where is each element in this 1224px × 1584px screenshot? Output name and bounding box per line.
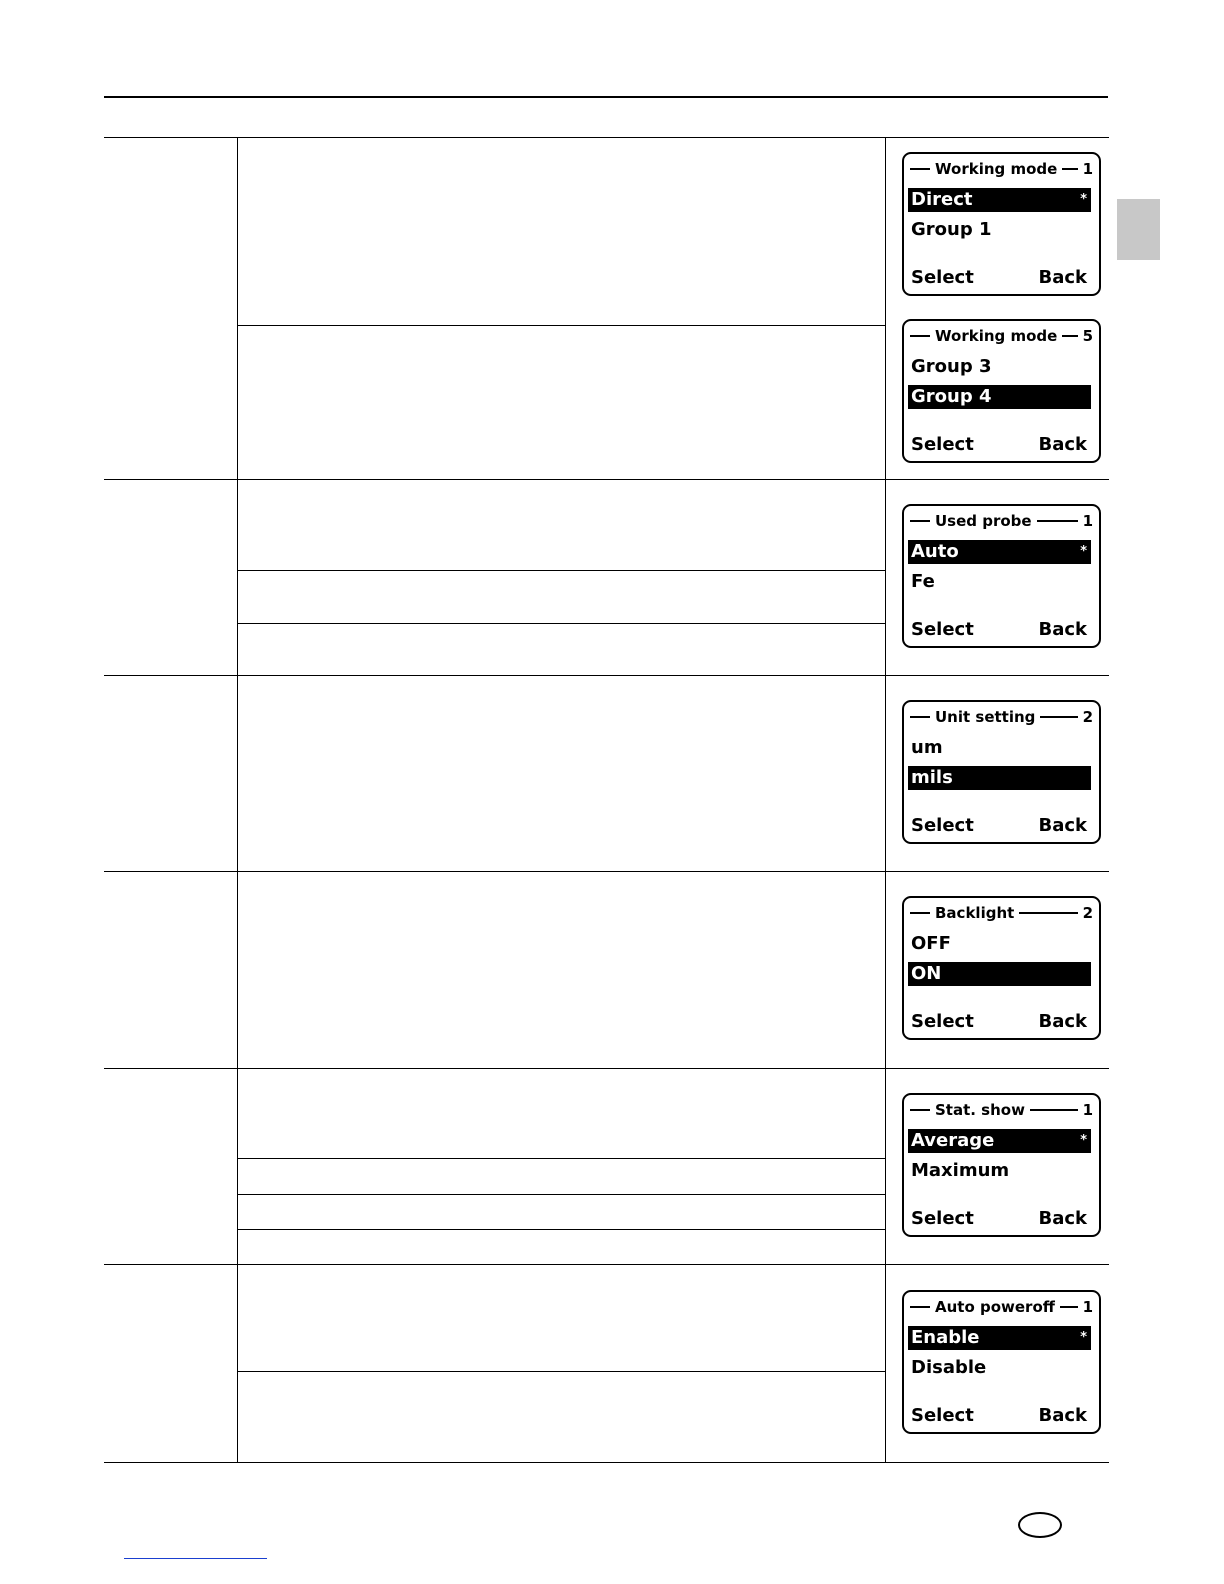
select-softkey[interactable]: Select	[911, 814, 974, 836]
current-setting-star-icon: *	[1080, 192, 1087, 207]
lcd-title: Used probe	[935, 512, 1032, 530]
row-divider	[238, 570, 885, 571]
menu-option[interactable]	[908, 1129, 1091, 1153]
softkey-bar	[911, 432, 1087, 456]
menu-option-label: Average	[911, 1130, 995, 1151]
softkey-bar	[911, 1403, 1087, 1427]
current-setting-star-icon: *	[1080, 1133, 1087, 1148]
lcd-page-index: 1	[1082, 160, 1093, 178]
back-softkey[interactable]: Back	[1038, 1404, 1087, 1426]
row-divider	[238, 1194, 885, 1195]
lcd-title-bar	[910, 707, 1093, 727]
lcd-page-index: 5	[1082, 327, 1093, 345]
row-divider	[238, 1158, 885, 1159]
menu-option-label: Enable	[911, 1327, 980, 1348]
column-divider	[237, 137, 238, 1463]
lcd-screen	[902, 1290, 1101, 1434]
menu-option[interactable]	[908, 540, 1091, 564]
lcd-title: Auto poweroff	[935, 1298, 1055, 1316]
lcd-title-bar	[910, 1100, 1093, 1120]
title-dash	[1037, 520, 1078, 522]
title-dash	[1019, 912, 1077, 914]
lcd-screen	[902, 152, 1101, 296]
menu-option[interactable]	[908, 962, 1091, 986]
back-softkey[interactable]: Back	[1038, 266, 1087, 288]
lcd-screen	[902, 700, 1101, 844]
table-bottom-border	[104, 1462, 1109, 1463]
menu-option[interactable]	[908, 1356, 1091, 1380]
select-softkey[interactable]: Select	[911, 618, 974, 640]
lcd-title-bar	[910, 903, 1093, 923]
lcd-page-index: 2	[1082, 708, 1093, 726]
select-softkey[interactable]: Select	[911, 1207, 974, 1229]
softkey-bar	[911, 1206, 1087, 1230]
lcd-page-index: 1	[1082, 512, 1093, 530]
menu-option[interactable]	[908, 1159, 1091, 1183]
menu-option[interactable]	[908, 1326, 1091, 1350]
title-dash	[910, 520, 930, 522]
lcd-title: Backlight	[935, 904, 1015, 922]
title-dash	[1062, 335, 1077, 337]
menu-option-label: Fe	[911, 571, 935, 592]
title-dash	[1060, 1306, 1078, 1308]
lcd-screen	[902, 896, 1101, 1040]
lcd-title: Stat. show	[935, 1101, 1025, 1119]
select-softkey[interactable]: Select	[911, 266, 974, 288]
lcd-title: Unit setting	[935, 708, 1036, 726]
menu-option-label: Group 4	[911, 386, 992, 407]
softkey-bar	[911, 265, 1087, 289]
menu-option-label: Auto	[911, 541, 959, 562]
lcd-page-index: 1	[1082, 1101, 1093, 1119]
current-setting-star-icon: *	[1080, 1330, 1087, 1345]
menu-option[interactable]	[908, 736, 1091, 760]
title-dash	[1040, 716, 1077, 718]
softkey-bar	[911, 617, 1087, 641]
lcd-title: Working mode	[935, 160, 1058, 178]
section-divider	[104, 1264, 1109, 1265]
back-softkey[interactable]: Back	[1038, 1010, 1087, 1032]
lcd-page-index: 2	[1082, 904, 1093, 922]
menu-option-label: Maximum	[911, 1160, 1010, 1181]
column-divider	[885, 137, 886, 1463]
lcd-title-bar	[910, 1297, 1093, 1317]
section-divider	[104, 1068, 1109, 1069]
menu-option-label: mils	[911, 767, 953, 788]
table-top-border	[104, 137, 1109, 138]
language-tab-marker	[1117, 199, 1160, 260]
menu-option-label: Group 3	[911, 356, 992, 377]
menu-option[interactable]	[908, 355, 1091, 379]
lcd-title: Working mode	[935, 327, 1058, 345]
section-divider	[104, 479, 1109, 480]
section-divider	[104, 675, 1109, 676]
select-softkey[interactable]: Select	[911, 1404, 974, 1426]
menu-option[interactable]	[908, 218, 1091, 242]
softkey-bar	[911, 813, 1087, 837]
header-rule	[104, 96, 1108, 98]
language-badge	[1018, 1512, 1062, 1538]
title-dash	[1030, 1109, 1078, 1111]
select-softkey[interactable]: Select	[911, 433, 974, 455]
select-softkey[interactable]: Select	[911, 1010, 974, 1032]
back-softkey[interactable]: Back	[1038, 1207, 1087, 1229]
row-divider	[238, 1371, 885, 1372]
menu-option[interactable]	[908, 932, 1091, 956]
link-underline	[124, 1558, 267, 1559]
menu-option-label: Disable	[911, 1357, 987, 1378]
lcd-title-bar	[910, 511, 1093, 531]
lcd-title-bar	[910, 159, 1093, 179]
lcd-screen	[902, 319, 1101, 463]
back-softkey[interactable]: Back	[1038, 618, 1087, 640]
title-dash	[910, 912, 930, 914]
menu-option-label: Group 1	[911, 219, 992, 240]
menu-option-label: OFF	[911, 933, 951, 954]
menu-option[interactable]	[908, 570, 1091, 594]
row-divider	[238, 325, 885, 326]
menu-option-label: um	[911, 737, 943, 758]
back-softkey[interactable]: Back	[1038, 433, 1087, 455]
row-divider	[238, 623, 885, 624]
current-setting-star-icon: *	[1080, 544, 1087, 559]
softkey-bar	[911, 1009, 1087, 1033]
lcd-title-bar	[910, 326, 1093, 346]
lcd-screen	[902, 1093, 1101, 1237]
row-divider	[238, 1229, 885, 1230]
title-dash	[1062, 168, 1077, 170]
title-dash	[910, 716, 930, 718]
lcd-page-index: 1	[1082, 1298, 1093, 1316]
title-dash	[910, 1109, 930, 1111]
menu-option[interactable]	[908, 385, 1091, 409]
menu-option-label: ON	[911, 963, 942, 984]
title-dash	[910, 335, 930, 337]
lcd-screen	[902, 504, 1101, 648]
title-dash	[910, 168, 930, 170]
title-dash	[910, 1306, 930, 1308]
menu-option[interactable]	[908, 766, 1091, 790]
menu-option-label: Direct	[911, 189, 973, 210]
menu-option[interactable]	[908, 188, 1091, 212]
section-divider	[104, 871, 1109, 872]
back-softkey[interactable]: Back	[1038, 814, 1087, 836]
